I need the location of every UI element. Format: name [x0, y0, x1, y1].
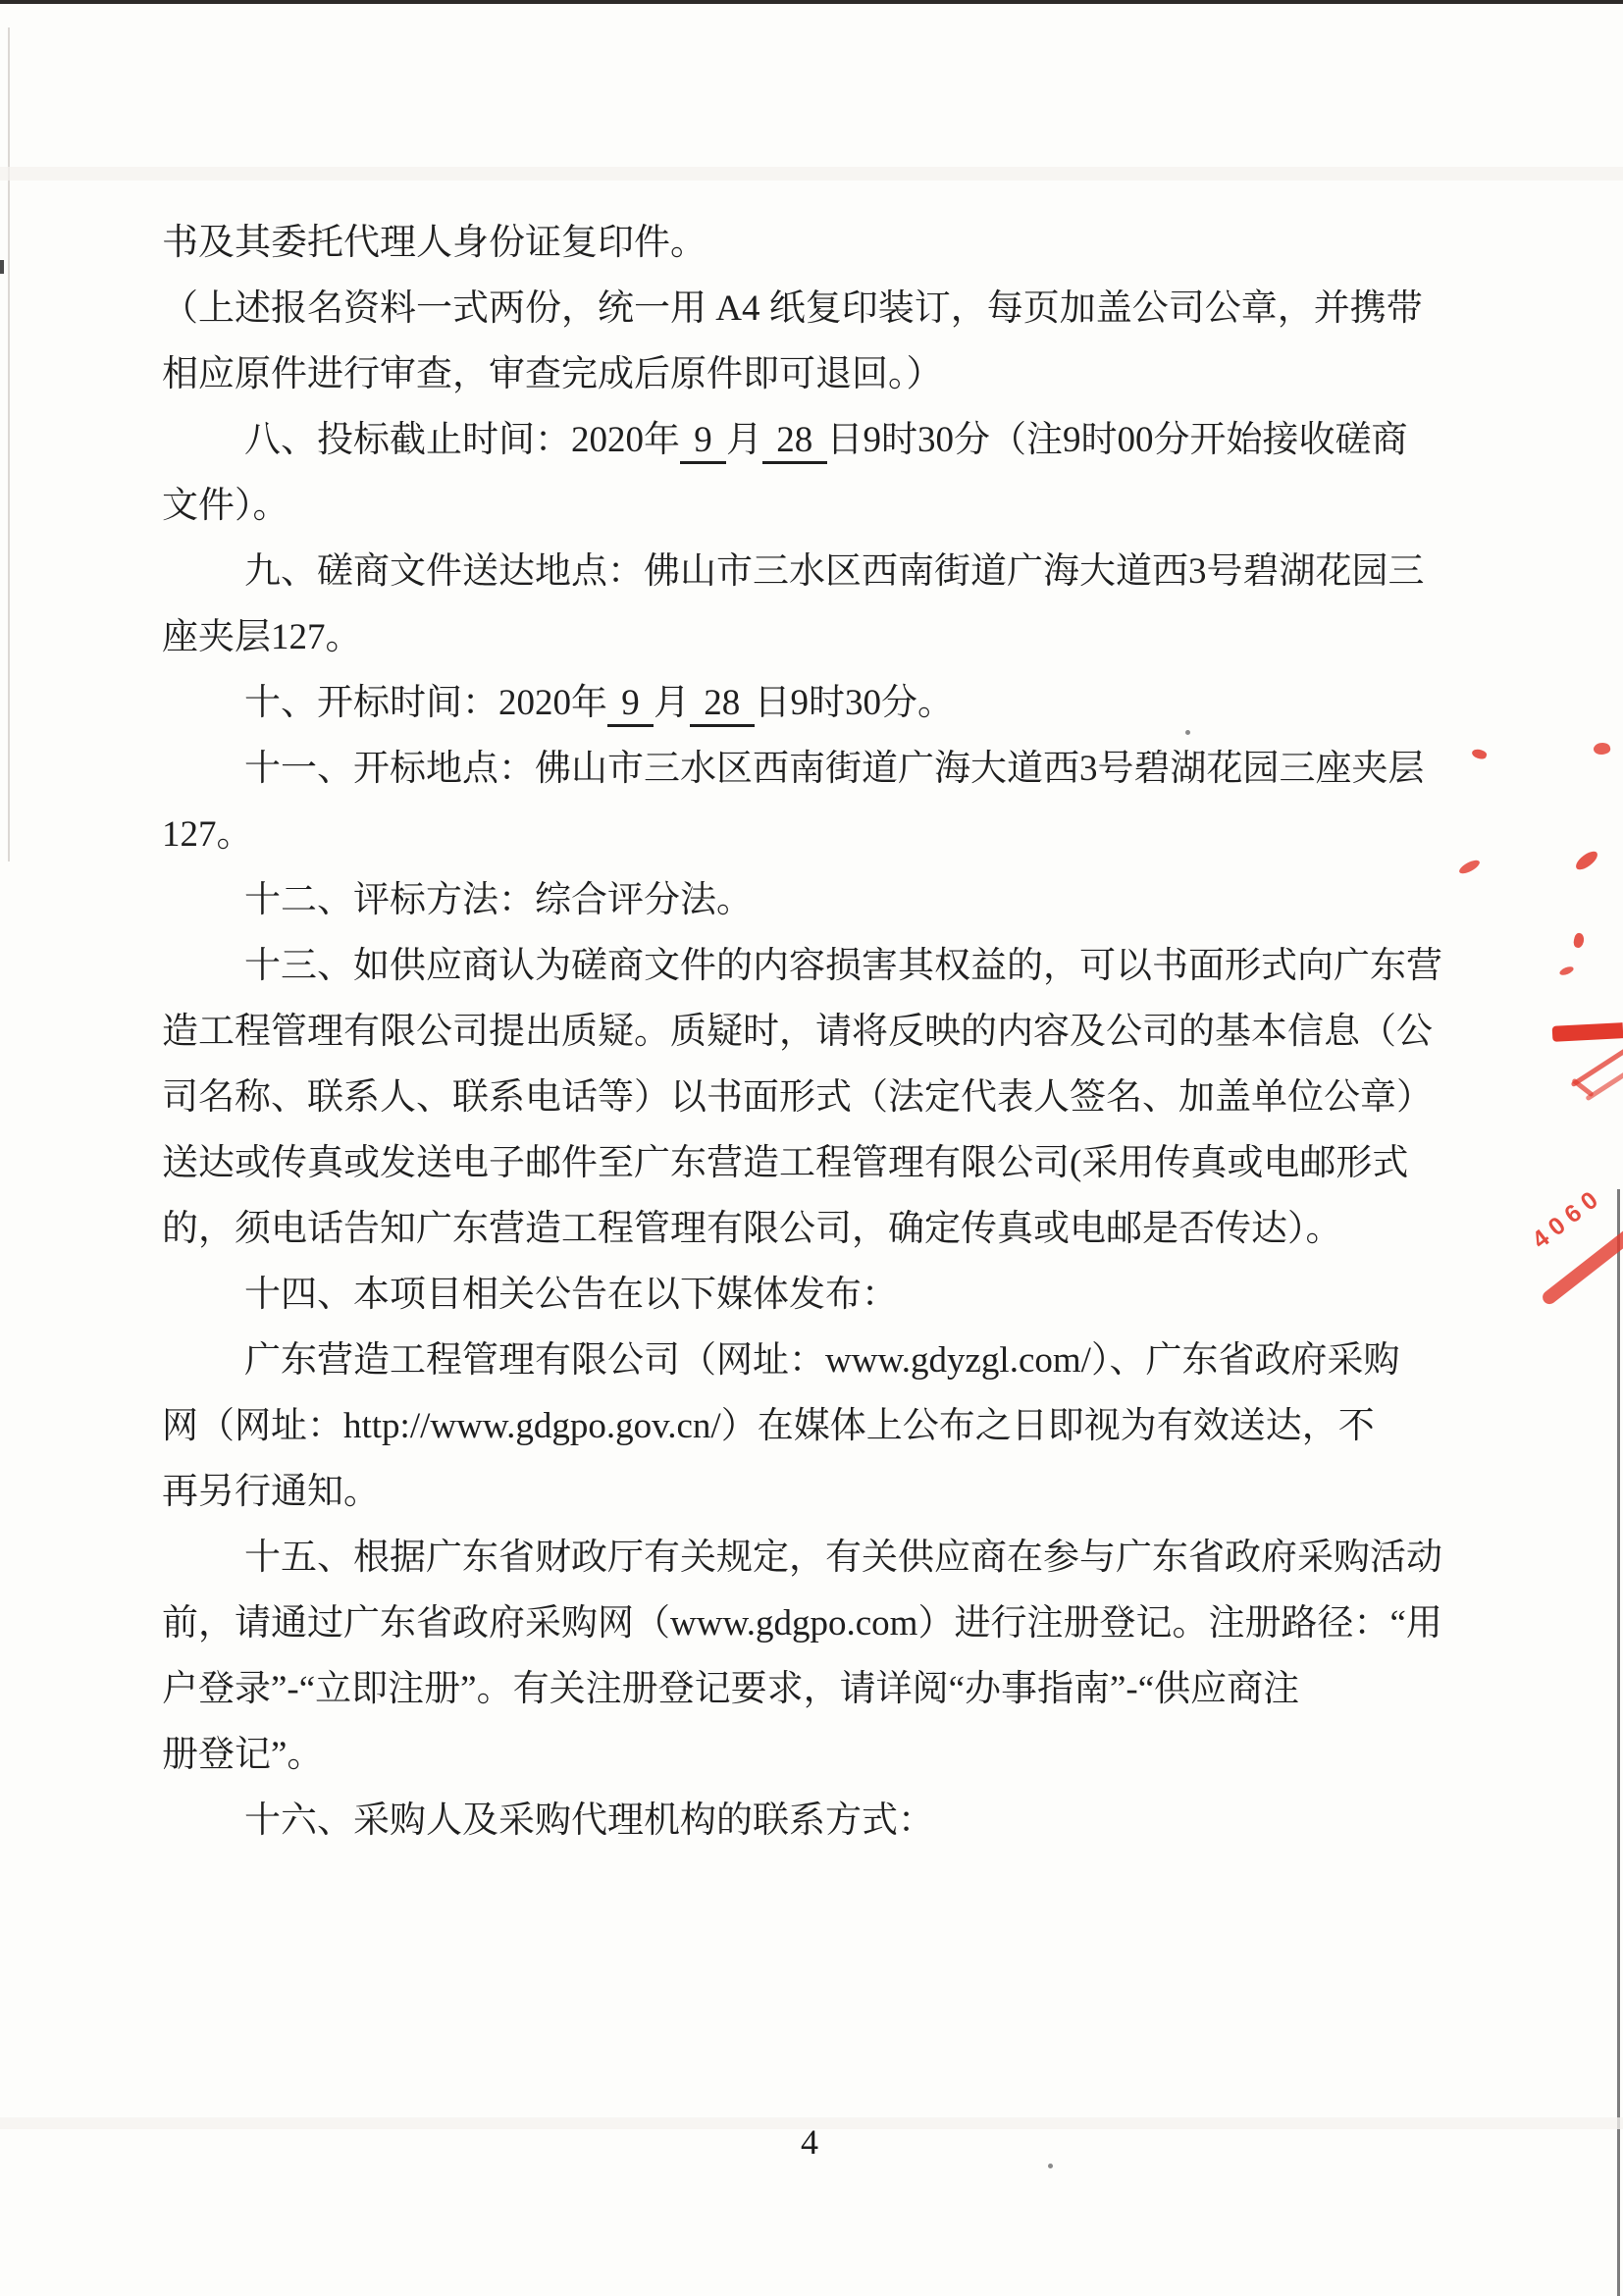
- text-line: [162, 1328, 1477, 1393]
- text-line: [162, 604, 1477, 670]
- text-segment: 送达或传真或发送电子邮件至广东营造工程管理有限公司(采用传真或电邮形式: [162, 1143, 1409, 1183]
- scan-band: [0, 167, 1623, 181]
- text-segment: 户登录”-“立即注册”。有关注册登记要求，请详阅“办事指南”-“供应商注: [162, 1669, 1300, 1709]
- stamp-fragment-icon: [1558, 965, 1575, 976]
- text-segment: 书及其委托代理人身份证复印件。: [162, 223, 707, 263]
- scan-edge-top: [0, 0, 1623, 4]
- text-segment: 前，请通过广东省政府采购网（www.gdgpo.com）进行注册登记。注册路径：“用: [162, 1603, 1442, 1644]
- text-line: [162, 933, 1477, 999]
- page-number: 4: [801, 2122, 818, 2162]
- text-segment: 十二、评标方法：综合评分法。: [244, 880, 753, 920]
- text-line: [162, 867, 1477, 933]
- underlined-date-value: 28: [762, 420, 827, 464]
- text-segment: 网（网址：http://www.gdgpo.gov.cn/）在媒体上公布之日即视为有效送达，不: [162, 1406, 1375, 1446]
- text-line: [162, 1722, 1477, 1788]
- text-line: [162, 276, 1477, 341]
- scan-edge-left: [8, 27, 10, 861]
- text-segment: 广东营造工程管理有限公司（网址：www.gdyzgl.com/）、广东省政府采购: [244, 1340, 1400, 1381]
- text-line: [162, 1525, 1477, 1591]
- text-line: [162, 802, 1477, 867]
- text-segment: 十、开标时间：2020年: [244, 683, 607, 723]
- text-segment: 十四、本项目相关公告在以下媒体发布：: [244, 1275, 898, 1315]
- stamp-fragment-icon: [1572, 932, 1585, 949]
- stamp-fragment-icon: [1573, 849, 1600, 872]
- text-segment: 九、磋商文件送达地点：佛山市三水区西南街道广海大道西3号碧湖花园三: [244, 551, 1425, 592]
- text-segment: 月: [726, 420, 762, 460]
- document-body: [162, 210, 1477, 1853]
- text-line: [162, 210, 1477, 276]
- text-line: [162, 1459, 1477, 1525]
- text-line: [162, 1130, 1477, 1196]
- underlined-date-value: 9: [607, 683, 654, 727]
- stamp-fragment-icon: [1593, 741, 1611, 756]
- text-segment: 十三、如供应商认为磋商文件的内容损害其权益的，可以书面形式向广东营: [244, 946, 1442, 986]
- scan-speck: [0, 260, 4, 274]
- stamp-arc-digits: 4060: [1527, 1181, 1609, 1255]
- text-segment: 十六、采购人及采购代理机构的联系方式：: [244, 1800, 934, 1841]
- text-line: [162, 407, 1477, 473]
- text-segment: 的，须电话告知广东营造工程管理有限公司，确定传真或电邮是否传达）。: [162, 1209, 1342, 1249]
- text-line: [162, 1196, 1477, 1262]
- text-line: [162, 999, 1477, 1065]
- text-line: [162, 1788, 1477, 1853]
- text-segment: 月: [654, 683, 690, 723]
- text-line: [162, 473, 1477, 539]
- text-segment: 日9时30分（注9时00分开始接收磋商: [826, 420, 1408, 460]
- text-segment: 八、投标截止时间：2020年: [244, 420, 680, 460]
- text-line: [162, 1591, 1477, 1656]
- text-segment: （上述报名资料一式两份，统一用 A4 纸复印装订，每页加盖公司公章，并携带: [162, 288, 1423, 329]
- text-segment: 再另行通知。: [162, 1472, 380, 1512]
- text-segment: 座夹层127。: [162, 617, 362, 657]
- text-line: [162, 1065, 1477, 1130]
- text-segment: 十一、开标地点：佛山市三水区西南街道广海大道西3号碧湖花园三座夹层: [244, 749, 1425, 789]
- text-line: [162, 1656, 1477, 1722]
- stamp-bar-fragment: [1552, 1022, 1623, 1042]
- text-line: [162, 670, 1477, 736]
- text-segment: 文件）。: [162, 486, 289, 526]
- text-line: [162, 1262, 1477, 1328]
- scan-edge-right: [1617, 1189, 1620, 2296]
- text-segment: 127。: [162, 814, 253, 855]
- text-line: [162, 1393, 1477, 1459]
- text-segment: 日9时30分。: [754, 683, 954, 723]
- text-segment: 司名称、联系人、联系电话等）以书面形式（法定代表人签名、加盖单位公章）: [162, 1077, 1433, 1118]
- text-line: [162, 341, 1477, 407]
- stamp-arc-fragment: [1527, 1181, 1623, 1327]
- scan-dot: [1048, 2164, 1053, 2168]
- text-line: [162, 736, 1477, 802]
- underlined-date-value: 9: [680, 420, 726, 464]
- text-segment: 造工程管理有限公司提出质疑。质疑时，请将反映的内容及公司的基本信息（公: [162, 1012, 1433, 1052]
- text-segment: 相应原件进行审查，审查完成后原件即可退回。）: [162, 354, 943, 394]
- text-segment: 十五、根据广东省财政厅有关规定，有关供应商在参与广东省政府采购活动: [244, 1538, 1442, 1578]
- text-segment: 册登记”。: [162, 1735, 324, 1775]
- underlined-date-value: 28: [690, 683, 755, 727]
- text-line: [162, 539, 1477, 604]
